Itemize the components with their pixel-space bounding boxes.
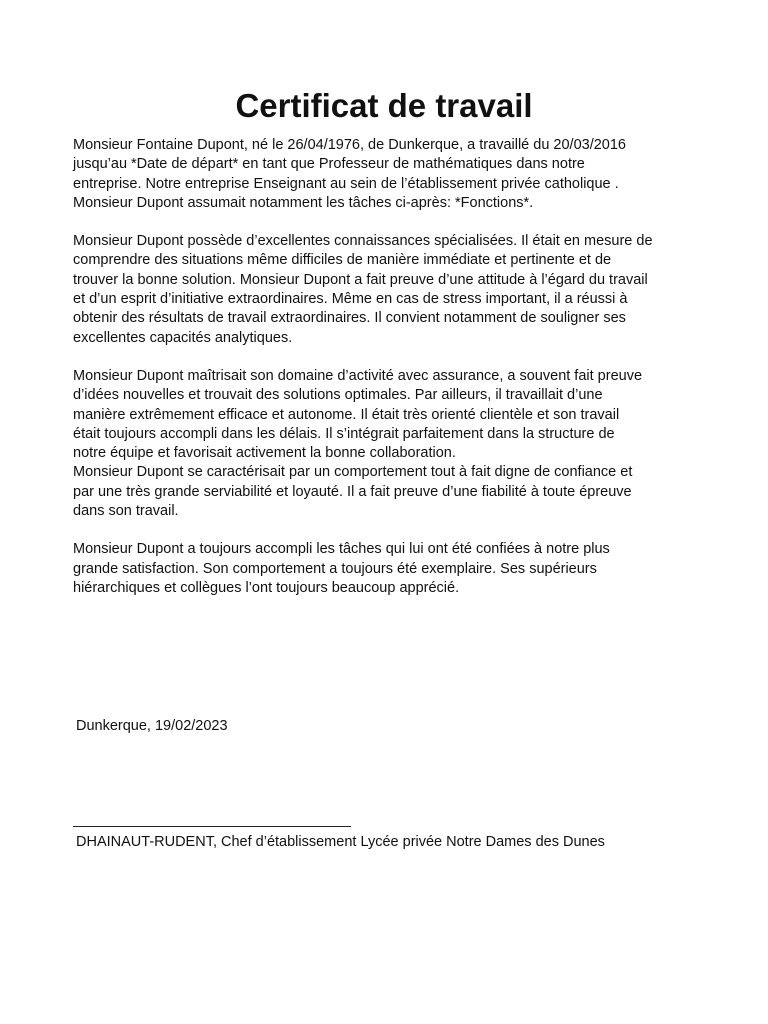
paragraph-introduction: Monsieur Fontaine Dupont, né le 26/04/1976, de Dunkerque, a travaillé du 20/03/2016 jusqu’au *Date de départ* en tant que Professeur de mathématiques dans notre entreprise. Notre entreprise Enseignant au sein de l’établissement privée catholique . Monsieur Dupont assumait notamment les tâches ci-après: *Fonctions*.: [73, 137, 626, 211]
paragraph-skills: Monsieur Dupont possède d’excellentes connaissances spécialisées. Il était en mesure de comprendre des situations même difficiles de manière immédiate et pertinente et de trouver la bonne solution. Monsieur Dupont a fait preuve d’une attitude à l’égard du travail et d’un esprit d’initiative extraordinaires. Même en cas de stress important, il a réussi à obtenir des résultats de travail extraordinaires. Il convient notamment de souligner ses excellentes capacités analytiques.: [73, 233, 653, 346]
document-body: [73, 136, 698, 617]
document-title: Certificat de travail: [235, 87, 533, 124]
signature-line: [73, 826, 351, 827]
place-and-date: Dunkerque, 19/02/2023: [76, 718, 228, 734]
paragraph-conclusion: Monsieur Dupont a toujours accompli les tâches qui lui ont été confiées à notre plus grande satisfaction. Son comportement a toujours été exemplaire. Ses supérieurs hiérarchiques et collègues l’ont toujours beaucoup apprécié.: [73, 541, 610, 596]
paragraph-performance: Monsieur Dupont maîtrisait son domaine d’activité avec assurance, a souvent fait preuve d’idées nouvelles et trouvait des solutions optimales. Par ailleurs, il travaillait d’une manière extrêmement efficace et autonome. Il était très orienté clientèle et son travail était toujours accompli dans les délais. Il s’intégrait parfaitement dans la structure de notre équipe et favorisait activement la bonne collaboration. Monsieur Dupont se caractérisait par un comportement tout à fait digne de confiance et par une très grande serviabilité et loyauté. Il a fait preuve d’une fiabilité à toute épreuve dans son travail.: [73, 367, 643, 520]
signatory-name: DHAINAUT-RUDENT, Chef d’établissement Lycée privée Notre Dames des Dunes: [76, 834, 605, 850]
